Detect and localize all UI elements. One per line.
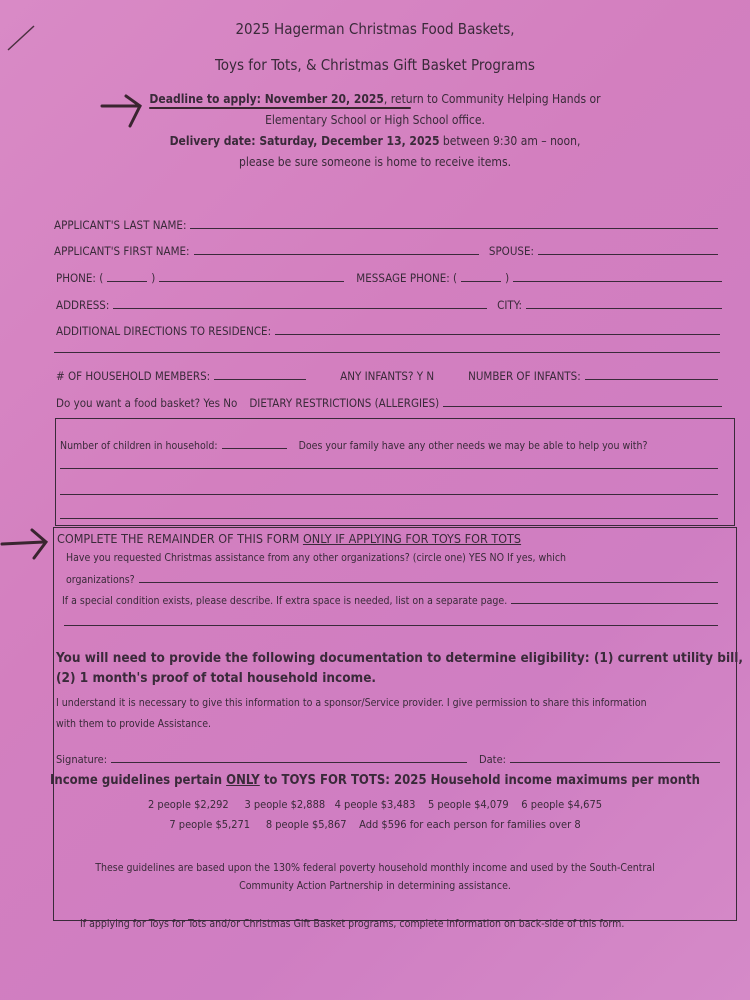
title-line-1: 2025 Hagerman Christmas Food Baskets, — [235, 20, 515, 38]
income-item: 7 people $5,271 — [169, 818, 251, 831]
children-blank[interactable] — [222, 448, 287, 449]
delivery-rest: between 9:30 am – noon, — [439, 134, 581, 148]
deadline-rest: , return to Community Helping Hands or — [383, 92, 601, 106]
directions-line-2[interactable] — [54, 352, 720, 353]
toys-heading — [57, 531, 521, 546]
income-row-1 — [0, 798, 750, 811]
special-line-2[interactable] — [64, 625, 718, 626]
other-needs-line-1[interactable] — [60, 468, 718, 469]
other-needs-label: Does your family have any other needs we may be able to help you with? — [298, 440, 648, 452]
income-heading-a: Income guidelines pertain — [50, 773, 227, 788]
delivery-text — [0, 134, 750, 148]
delivery-line-2: please be sure someone is home to receive items. — [238, 155, 511, 169]
documentation-line-2: (2) 1 month's proof of total household income. — [56, 670, 377, 686]
num-infants-blank[interactable] — [585, 379, 718, 380]
message-phone-blank[interactable] — [513, 281, 722, 282]
deadline-line-2: Elementary School or High School office. — [265, 113, 485, 127]
date-label: Date: — [479, 753, 506, 766]
first-name-label: APPLICANT'S FIRST NAME: — [54, 244, 190, 258]
toys-heading-underlined: ONLY IF APPLYING FOR TOYS FOR TOTS — [302, 531, 522, 546]
income-item: 3 people $2,888 — [244, 798, 326, 811]
income-item: 4 people $3,483 — [334, 798, 416, 811]
toys-heading-text: COMPLETE THE REMAINDER OF THIS FORM — [57, 531, 303, 546]
dietary-blank[interactable] — [443, 406, 722, 407]
income-item: 5 people $4,079 — [427, 798, 509, 811]
signature-row — [56, 753, 720, 766]
spouse-label: SPOUSE: — [488, 244, 534, 258]
address-row — [56, 298, 722, 312]
message-phone-label: MESSAGE PHONE: ( — [356, 271, 458, 285]
phone-area-blank[interactable] — [107, 281, 147, 282]
last-name-label: APPLICANT'S LAST NAME: — [54, 218, 187, 232]
guidelines-line-2: Community Action Partnership in determining assistance. — [239, 880, 511, 892]
children-label: Number of children in household: — [60, 440, 218, 452]
organizations-label: organizations? — [66, 574, 135, 586]
title-line-2: Toys for Tots, & Christmas Gift Basket Programs — [215, 56, 535, 74]
documentation-line-1: You will need to provide the following documentation to determine eligibility: (1) current utility bill, — [56, 650, 744, 666]
address-blank[interactable] — [113, 308, 487, 309]
children-box — [55, 418, 735, 526]
num-infants-label: NUMBER OF INFANTS: — [468, 369, 581, 383]
guidelines-line-1: These guidelines are based upon the 130% federal poverty household monthly income and used by the South-Central — [95, 862, 655, 874]
income-heading-only: ONLY — [226, 773, 260, 788]
signature-label: Signature: — [56, 753, 108, 766]
income-heading-b: to TOYS FOR TOTS: 2025 Household income maximums per month — [259, 773, 700, 788]
date-blank[interactable] — [510, 762, 720, 763]
other-needs-line-2[interactable] — [60, 494, 718, 495]
last-name-field[interactable] — [54, 218, 718, 232]
paren: ) — [151, 271, 156, 285]
income-heading — [0, 773, 750, 788]
household-row — [56, 369, 718, 383]
understand-line-2: with them to provide Assistance. — [56, 718, 212, 730]
phone-row — [56, 271, 722, 285]
paren: ) — [505, 271, 510, 285]
phone-label: PHONE: ( — [56, 271, 104, 285]
directions-label: ADDITIONAL DIRECTIONS TO RESIDENCE: — [56, 324, 272, 338]
other-needs-line-3[interactable] — [60, 518, 718, 519]
first-name-blank[interactable] — [194, 254, 479, 255]
income-note: Add $596 for each person for families over 8 — [359, 818, 581, 831]
household-blank[interactable] — [214, 379, 306, 380]
message-area-blank[interactable] — [461, 281, 501, 282]
phone-blank[interactable] — [159, 281, 344, 282]
footer-note: If applying for Toys for Tots and/or Christmas Gift Basket programs, complete information on back-side of this form. — [80, 918, 625, 930]
infants-label: ANY INFANTS? Y N — [340, 369, 435, 383]
city-label: CITY: — [497, 298, 522, 312]
deadline-text — [0, 92, 750, 106]
directions-row — [56, 324, 720, 338]
delivery-label: Delivery date: Saturday, December 13, 2025 — [169, 134, 440, 148]
special-label: If a special condition exists, please describe. If extra space is needed, list on a separate page. — [62, 595, 508, 607]
directions-blank[interactable] — [275, 334, 720, 335]
deadline-label: Deadline to apply: November 20, 2025 — [149, 92, 384, 106]
food-basket-row — [56, 396, 722, 410]
signature-blank[interactable] — [111, 762, 467, 763]
special-row — [62, 595, 718, 607]
last-name-blank[interactable] — [190, 228, 718, 229]
income-row-2 — [0, 818, 750, 831]
requested-question: Have you requested Christmas assistance from any other organizations? (circle one) YES NO If yes, which — [66, 552, 567, 564]
children-row — [60, 440, 648, 452]
food-basket-label: Do you want a food basket? Yes No — [56, 396, 238, 410]
dietary-label: DIETARY RESTRICTIONS (ALLERGIES) — [249, 396, 440, 410]
city-blank[interactable] — [526, 308, 722, 309]
spouse-blank[interactable] — [538, 254, 718, 255]
arrow-mark-toys — [2, 530, 46, 558]
special-blank[interactable] — [511, 603, 718, 604]
understand-line-1: I understand it is necessary to give this information to a sponsor/Service provider. I give permission to share this information — [56, 697, 647, 709]
income-item: 6 people $4,675 — [521, 798, 603, 811]
organizations-blank[interactable] — [139, 582, 718, 583]
household-label: # OF HOUSEHOLD MEMBERS: — [56, 369, 211, 383]
address-label: ADDRESS: — [56, 298, 110, 312]
income-item: 2 people $2,292 — [147, 798, 229, 811]
first-name-row — [54, 244, 718, 258]
organizations-row — [66, 574, 718, 586]
income-item: 8 people $5,867 — [265, 818, 347, 831]
